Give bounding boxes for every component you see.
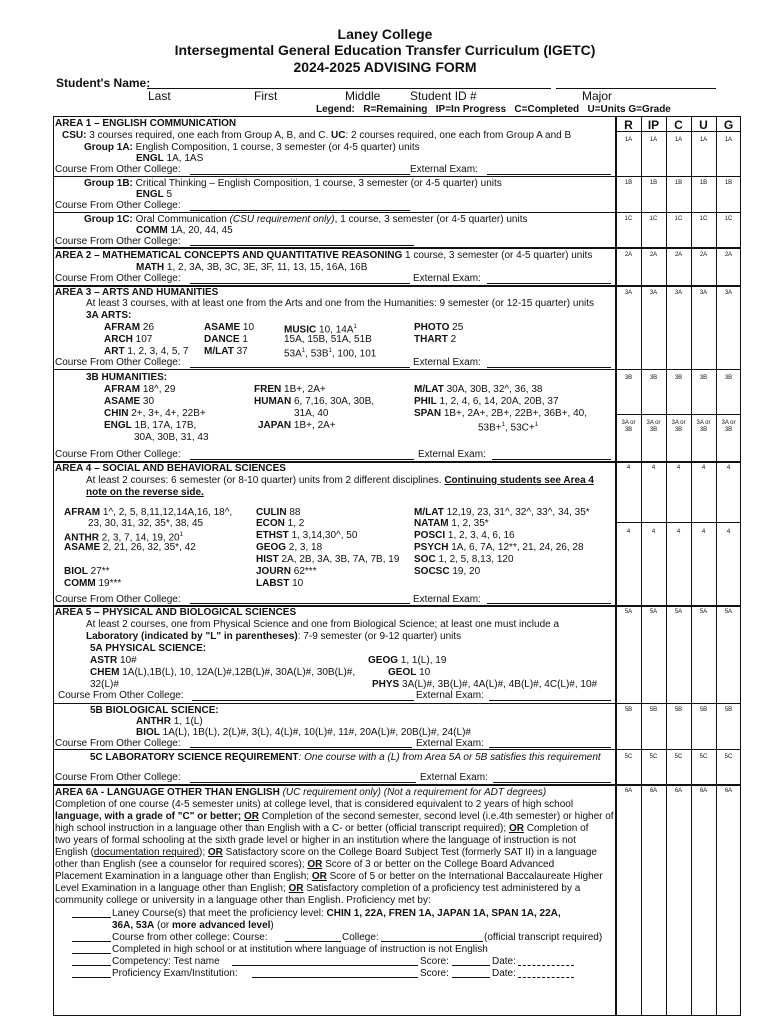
arts-title: 3A ARTS: (86, 310, 132, 321)
soc-course: 23, 30, 31, 32, 35*, 38, 45 (88, 518, 204, 529)
group-1b-courses: ENGL 5 (136, 189, 173, 200)
area1a-other-college-field[interactable] (190, 174, 410, 175)
status-cell[interactable]: 4 (651, 465, 656, 471)
status-cell[interactable]: 4 (701, 465, 706, 471)
area3a-other-college-field[interactable] (190, 367, 410, 368)
hum-course: 31A, 40 (294, 408, 329, 419)
test-date-field[interactable] (518, 965, 574, 966)
status-cell[interactable]: 5B (624, 707, 633, 713)
soc-course: JOURN 62*** (256, 566, 317, 577)
col-r: R (624, 118, 633, 132)
area4-requirement: At least 2 courses: 6 semester (or 8-10 quarter) units from 2 different disciplines. Continuing students see Area 4 (86, 475, 594, 486)
status-cell[interactable]: 5C (724, 754, 733, 760)
area2-courses: MATH 1, 2, 3A, 3B, 3C, 3E, 3F, 11, 13, 15, 16A, 16B (136, 262, 368, 273)
soc-course: ANTHR 2, 3, 7, 14, 19, $20^1$ (64, 532, 183, 544)
hum-course: SPAN 1B+, 2A+, 2B+, 22B+, 36B+, 40, (414, 408, 587, 419)
area3b-external-exam-field[interactable] (492, 459, 611, 460)
soc-course: COMM 19*** (64, 578, 122, 589)
student-name-label: Student's Name: (56, 76, 151, 90)
status-cell[interactable]: 4 (626, 529, 631, 535)
arts-course: THART 2 (414, 334, 457, 345)
status-cell[interactable]: 4 (701, 529, 706, 535)
status-cell[interactable]: 4 (651, 529, 656, 535)
arts-course: AFRAM 26 (104, 322, 155, 333)
date-label: Date: (492, 968, 516, 979)
status-cell[interactable]: 3A (699, 290, 708, 296)
status-cell[interactable]: 3A (724, 290, 733, 296)
status-cell[interactable]: 5A (649, 609, 658, 615)
col-ip: IP (647, 118, 660, 132)
score-label: Score: (420, 956, 449, 967)
status-cell[interactable]: 5C (649, 754, 658, 760)
soc-course: SOCSC 19, 20 (414, 566, 481, 577)
status-cell[interactable]: 1C (674, 216, 683, 222)
area6-text: language, with a grade of "C" or better; OR Completion of the second semester, second level (i.e.4th semester) or higher of (55, 811, 614, 822)
area3b-external-exam: External Exam: (418, 449, 486, 460)
soc-course: BIOL 27** (64, 566, 110, 577)
status-cell[interactable]: 2A (724, 252, 733, 258)
area1c-other-college: Course From Other College: (55, 236, 181, 247)
form-title: 2024-2025 ADVISING FORM (293, 59, 477, 75)
status-cell[interactable]: 1B (649, 180, 658, 186)
phys-course: ASTR 10# (90, 655, 137, 666)
status-cell[interactable]: 3A or 3B (646, 420, 661, 433)
status-cell[interactable]: 1B (699, 180, 708, 186)
test-score-field[interactable] (452, 965, 490, 966)
status-cell[interactable]: 1C (649, 216, 658, 222)
major-field[interactable] (556, 88, 716, 89)
arts-course: DANCE 1 (204, 334, 248, 345)
status-cell[interactable]: 3A (649, 290, 658, 296)
area5b-external-exam-field[interactable] (489, 747, 611, 748)
status-cell[interactable]: 5B (724, 707, 733, 713)
soc-course: HIST 2A, 2B, 3A, 3B, 7A, 7B, 19 (256, 554, 400, 565)
laney-course-checkline[interactable] (72, 917, 111, 918)
status-cell[interactable]: 1C (699, 216, 708, 222)
area5a-external-exam: External Exam: (416, 690, 484, 701)
area5b-other-college-field[interactable] (190, 747, 412, 748)
area4-title: AREA 4 – SOCIAL AND BEHAVIORAL SCIENCES (55, 463, 286, 474)
area5c-other-college-field[interactable] (190, 782, 416, 783)
status-cell[interactable]: 5C (699, 754, 708, 760)
status-cell[interactable]: 3B (699, 375, 708, 381)
legend: Legend: R=Remaining IP=In Progress C=Completed U=Units G=Grade (316, 104, 671, 115)
phys-title: 5A PHYSICAL SCIENCE: (90, 643, 207, 654)
area6-text: community college or university in a language other than English. Proficiency met by: (55, 895, 431, 906)
status-cell[interactable]: 5A (699, 609, 708, 615)
hum-course: JAPAN 1B+, 2A+ (258, 420, 336, 431)
status-cell[interactable]: 1A (649, 137, 658, 143)
soc-course: ECON 1, 2 (256, 518, 305, 529)
area3-requirement: At least 3 courses, with at least one from the Arts and one from the Humanities: 9 semester (or 12-15 quarter) units (86, 298, 595, 309)
area6-title: AREA 6A - LANGUAGE OTHER THAN ENGLISH (UC requirement only) (Not a requirement for ADT degrees) (55, 787, 547, 798)
status-cell[interactable]: 3A (674, 290, 683, 296)
option-competency: Competency: Test name (112, 956, 220, 967)
soc-course: ASAME 2, 21, 26, 32, 35*, 42 (64, 542, 196, 553)
first-label: First (254, 89, 278, 103)
status-cell[interactable]: 4 (676, 465, 681, 471)
hum-course: 53B+$^1$, 53C+$^1$ (478, 422, 539, 434)
phys-course: GEOL 10 (388, 667, 431, 678)
area2-other-college: Course From Other College: (55, 273, 181, 284)
status-cell[interactable]: 3A or 3B (721, 420, 736, 433)
college-name: Laney College (337, 26, 433, 42)
arts-course: PHOTO 25 (414, 322, 464, 333)
hum-course: HUMAN 6, 7,16, 30A, 30B, (254, 396, 375, 407)
status-cell[interactable]: 1C (724, 216, 733, 222)
competency-checkline[interactable] (72, 965, 111, 966)
arts-course: $53A^1$, $53B^1$, 100, 101 (284, 348, 377, 360)
area1a-external-exam: External Exam: (410, 164, 478, 175)
area2-external-exam: External Exam: (413, 273, 481, 284)
arts-course: ASAME 10 (204, 322, 255, 333)
status-cell[interactable]: 5A (674, 609, 683, 615)
area6-text: other than English (see a counselor for required scores); OR Score of 3 or better on the College Board Advanced (55, 859, 555, 870)
high-school-checkline[interactable] (72, 953, 111, 954)
status-cell[interactable]: 3A or 3B (621, 420, 636, 433)
option-proficiency: Proficiency Exam/Institution: (112, 968, 238, 979)
status-cell[interactable]: 4 (676, 529, 681, 535)
area2-external-exam-field[interactable] (487, 283, 611, 284)
status-cell[interactable]: 1A (624, 137, 633, 143)
hum-course: FREN 1B+, 2A+ (254, 384, 326, 395)
bio-title: 5B BIOLOGICAL SCIENCE: (90, 705, 219, 716)
hum-course: 30A, 30B, 31, 43 (134, 432, 209, 443)
area4-external-exam-field[interactable] (487, 603, 611, 604)
hum-course: PHIL 1, 2, 4, 6, 14, 20A, 20B, 37 (414, 396, 559, 407)
status-cell[interactable]: 1B (624, 180, 633, 186)
area5-lab-note: Laboratory (indicated by "L" in parentheses): 7-9 semester (or 9-12 quarter) units (86, 631, 462, 642)
area1b-other-college: Course From Other College: (55, 200, 181, 211)
status-cell[interactable]: 6A (699, 788, 708, 794)
status-cell[interactable]: 3B (724, 375, 733, 381)
bio-course: BIOL 1A(L), 1B(L), 2(L)#, 3(L), 4(L)#, 10(L)#, 11#, 20A(L)#, 20B(L)#, 24(L)# (136, 727, 471, 738)
area6-text: two years of formal schooling at the sixth grade level or higher in an institution where the language of instruction is not (55, 835, 576, 846)
group-1a-courses: ENGL 1A, 1AS (136, 153, 204, 164)
soc-course: LABST 10 (256, 578, 304, 589)
humanities-title: 3B HUMANITIES: (86, 372, 168, 383)
status-cell[interactable]: 3A (624, 290, 633, 296)
area1-requirement: CSU: 3 courses required, one each from Group A, B, and C. UC: 2 courses required, one each from Group A and B (62, 130, 572, 141)
area6-text: Level Examination in a language other than English; OR Satisfactory completion of a proficiency test administered by a (55, 883, 581, 894)
status-cell[interactable]: 6A (649, 788, 658, 794)
area6-text: Completion of one course (4-5 semester units) at college level, that is considered equivalent to 2 years of high school (55, 799, 574, 810)
soc-course: AFRAM 1^, 2, 5, 8,11,12,14A,16, 18^, (64, 507, 233, 518)
area3b-other-college: Course From Other College: (55, 449, 181, 460)
area3a-external-exam-field[interactable] (487, 367, 611, 368)
area5c-other-college: Course From Other College: (55, 772, 181, 783)
col-u: U (699, 118, 708, 132)
group-1a: Group 1A: English Composition, 1 course, 3 semester (or 4-5 quarter) units (84, 142, 420, 153)
area1a-other-college: Course From Other College: (55, 164, 181, 175)
soc-course: PSYCH 1A, 6, 7A, 12**, 21, 24, 26, 28 (414, 542, 584, 553)
transcript-note: (official transcript required) (484, 932, 603, 943)
option-laney-course: Laney Course(s) that meet the proficiency level: CHIN 1, 22A, FREN 1A, JAPAN 1A, SPAN 1A, 22A, (112, 908, 561, 919)
soc-course: GEOG 2, 3, 18 (256, 542, 323, 553)
status-cell[interactable]: 6A (724, 788, 733, 794)
area5a-other-college-field[interactable] (192, 700, 414, 701)
lab-requirement: 5C LABORATORY SCIENCE REQUIREMENT: One course with a (L) from Area 5A or 5B satisfies this requirement (90, 752, 601, 763)
arts-course: ART 1, 2, 3, 4, 5, 7 (104, 346, 189, 357)
status-cell[interactable]: 2A (699, 252, 708, 258)
group-1b: Group 1B: Critical Thinking – English Composition, 1 course, 3 semester (or 4-5 quarter) units (84, 178, 502, 189)
status-cell[interactable]: 5A (624, 609, 633, 615)
phys-course: PHYS 3A(L)#, 3B(L)#, 4A(L)#, 4B(L)#, 4C(L)#, 10# (372, 679, 598, 690)
status-cell[interactable]: 4 (726, 529, 731, 535)
area3a-external-exam: External Exam: (413, 357, 481, 368)
middle-label: Middle (345, 89, 381, 103)
status-cell[interactable]: 3A or 3B (696, 420, 711, 433)
status-cell[interactable]: 2A (674, 252, 683, 258)
status-cell[interactable]: 5A (724, 609, 733, 615)
status-cell[interactable]: 5B (699, 707, 708, 713)
area1b-other-college-field[interactable] (190, 210, 410, 211)
group-1c-courses: COMM 1A, 20, 44, 45 (136, 225, 233, 236)
area5a-external-exam-field[interactable] (489, 700, 611, 701)
soc-course: CULIN 88 (256, 507, 301, 518)
status-cell[interactable]: 6A (624, 788, 633, 794)
area6-text: Placement Examination in a language other than English; OR Score of 5 or better on the International Baccalaureate Higher (55, 871, 603, 882)
hum-course: CHIN 2+, 3+, 4+, 22B+ (104, 408, 206, 419)
status-cell[interactable]: 1A (724, 137, 733, 143)
area2-title: AREA 2 – MATHEMATICAL CONCEPTS AND QUANTITATIVE REASONING 1 course, 3 semester (or 4-5 quarter) units (55, 250, 593, 261)
last-label: Last (148, 89, 171, 103)
hum-course: ENGL 1B, 17A, 17B, (104, 420, 197, 431)
arts-course: MUSIC 10, $14A^1$ (284, 324, 357, 336)
proficiency-checkline[interactable] (72, 977, 111, 978)
area5-requirement: At least 2 courses, one from Physical Science and one from Biological Science; at least one must include a (86, 619, 560, 630)
area6-text: English (documentation required); OR Satisfactory score on the College Board Subject Test (formerly SAT II) in a language (55, 847, 597, 858)
status-cell[interactable]: 3B (624, 375, 633, 381)
phys-course: GEOG 1, 1(L), 19 (368, 655, 447, 666)
col-c: C (674, 118, 683, 132)
status-cell[interactable]: 5C (674, 754, 683, 760)
area2-other-college-field[interactable] (190, 283, 410, 284)
arts-course: 15A, 15B, 51A, 51B (284, 334, 372, 345)
area3-title: AREA 3 – ARTS AND HUMANITIES (55, 287, 219, 298)
student-id-label: Student ID # (410, 89, 477, 103)
other-course-field[interactable] (285, 941, 341, 942)
score-label: Score: (420, 968, 449, 979)
status-cell[interactable]: 5C (624, 754, 633, 760)
area3b-other-college-field[interactable] (190, 459, 414, 460)
area6-text: high school instruction in a language other than English with a C- or better (official transcript required); OR Completion of (55, 823, 589, 834)
hum-course: ASAME 30 (104, 396, 155, 407)
phys-course: 32(L)# (90, 679, 119, 690)
area4-external-exam: External Exam: (413, 594, 481, 605)
status-cell[interactable]: 5B (649, 707, 658, 713)
area1a-external-exam-field[interactable] (487, 174, 611, 175)
status-cell[interactable]: 1A (699, 137, 708, 143)
area1-title: AREA 1 – ENGLISH COMMUNICATION (55, 118, 237, 129)
area5c-external-exam: External Exam: (420, 772, 488, 783)
proficiency-score-field[interactable] (452, 977, 490, 978)
hum-course: M/LAT 30A, 30B, 32^, 36, 38 (414, 384, 543, 395)
arts-course: M/LAT 37 (204, 346, 248, 357)
status-cell[interactable]: 3B (649, 375, 658, 381)
major-label: Major (582, 89, 613, 103)
area4-other-college-field[interactable] (190, 603, 410, 604)
other-college-checkline[interactable] (72, 941, 111, 942)
proficiency-institution-field[interactable] (252, 977, 418, 978)
area4-note: note on the reverse side. (86, 487, 204, 498)
status-cell[interactable]: 6A (674, 788, 683, 794)
area5-title: AREA 5 – PHYSICAL AND BIOLOGICAL SCIENCES (55, 607, 297, 618)
area4-other-college: Course From Other College: (55, 594, 181, 605)
status-cell[interactable]: 1B (724, 180, 733, 186)
status-cell[interactable]: 3B (674, 375, 683, 381)
option-other-college: Course from other college: Course: (112, 932, 268, 943)
soc-course: SOC 1, 2, 5, 8,13, 120 (414, 554, 514, 565)
test-name-field[interactable] (232, 965, 418, 966)
status-cell[interactable]: 5B (674, 707, 683, 713)
group-1c: Group 1C: Oral Communication (CSU requirement only), 1 course, 3 semester (or 4-5 quarter) units (84, 214, 528, 225)
area5c-external-exam-field[interactable] (493, 782, 611, 783)
area5b-other-college: Course From Other College: (55, 738, 181, 749)
hum-course: AFRAM 18^, 29 (104, 384, 176, 395)
status-cell[interactable]: 4 (726, 465, 731, 471)
status-cell[interactable]: 1B (674, 180, 683, 186)
area3a-other-college: Course From Other College: (55, 357, 181, 368)
soc-course: ETHST 1, 3,14,30^, 50 (256, 530, 358, 541)
status-cell[interactable]: 1A (674, 137, 683, 143)
arts-course: ARCH 107 (104, 334, 153, 345)
soc-course: NATAM 1, 2, 35* (414, 518, 489, 529)
status-cell[interactable]: 2A (624, 252, 633, 258)
soc-course: M/LAT 12,19, 23, 31^, 32^, 33^, 34, 35* (414, 507, 590, 518)
status-cell[interactable]: 3A or 3B (671, 420, 686, 433)
area1c-other-college-field[interactable] (190, 245, 414, 246)
status-cell[interactable]: 1C (624, 216, 633, 222)
other-college-name-field[interactable] (381, 941, 483, 942)
college-label: College: (342, 932, 379, 943)
option-high-school: Completed in high school or at institution where language of instruction is not English (112, 944, 488, 955)
status-cell[interactable]: 2A (649, 252, 658, 258)
area5b-external-exam: External Exam: (416, 738, 484, 749)
bio-course: ANTHR 1, 1(L) (136, 716, 203, 727)
date-label: Date: (492, 956, 516, 967)
proficiency-date-field[interactable] (518, 977, 574, 978)
status-grid (616, 116, 741, 1016)
phys-course: CHEM 1A(L),1B(L), 10, 12A(L)#,12B(L)#, 30A(L)#, 30B(L)#, (90, 667, 356, 678)
curriculum-title: Intersegmental General Education Transfer Curriculum (IGETC) (174, 42, 596, 58)
col-g: G (723, 118, 734, 132)
soc-course: POSCI 1, 2, 3, 4, 6, 16 (414, 530, 515, 541)
option-laney-course-cont: 36A, 53A (or more advanced level) (112, 920, 274, 931)
status-cell[interactable]: 4 (626, 465, 631, 471)
area5a-other-college: Course From Other College: (58, 690, 184, 701)
